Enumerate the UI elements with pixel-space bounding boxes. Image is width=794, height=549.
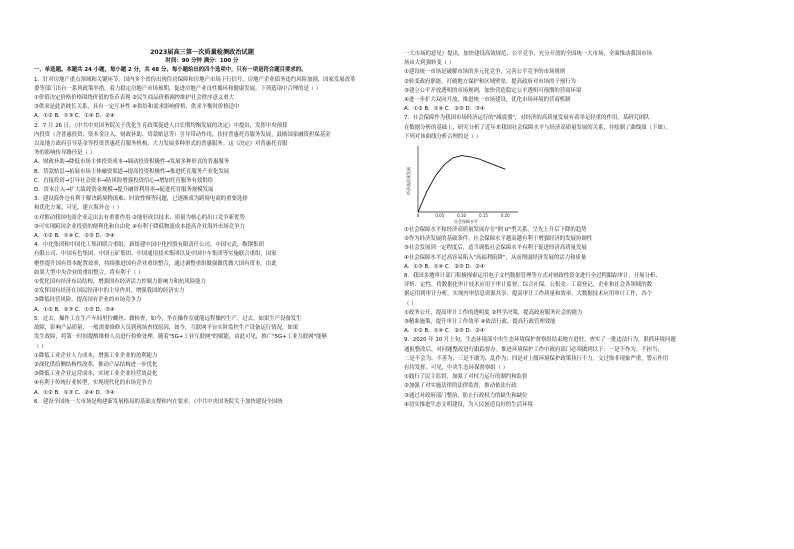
text-line: ④社会保障水平过高容易陷入"高福利陷阱"，从而削弱经济发展的活力和质量 [404, 254, 587, 261]
text-line: 通报整改后，对问题整改进行跟踪督办。推进环境保护工作中政府部门必须做到以下：一是不作为、不担当； [404, 346, 663, 353]
series-line [418, 156, 505, 212]
text-line: A．①② B．②③ C．①③ D．③④ [34, 306, 115, 313]
text-line: （ ） [34, 343, 47, 350]
x-tick-label: 0.05 [435, 213, 445, 219]
text-line: ②加强了对实施法律的法律监督，推动依法行政 [404, 383, 517, 390]
text-line: ②发挥国有经济在国民经济中的主导作用，增强我国的经济实力 [34, 288, 185, 295]
left-column [34, 48, 390, 407]
text-line: 3．建设海外仓有利于解决跨境物流难、时效性慢等问题，已逐渐成为跨境电商的重要选择 [34, 196, 248, 203]
chart-svg [404, 142, 524, 226]
text-line: A．①③ B．①④ C．②③ D．②④ [404, 263, 485, 270]
text-line: 一大市场的意见》提出，加快建设高效规范、公平竞争、充分开放的全国统一大市场，全面推动我国市场 [404, 51, 652, 57]
text-line: B．贷款贴息→拓展市场主体融资渠道→提高投资积极性→推进托育服务产业化发展 [34, 168, 230, 175]
text-line: 内投资（含普惠投资、资本金注入、财政补助、贷款贴息等）引导带动作用，扶持普惠托育服务发展，鼓励国家融资担保基金 [34, 131, 331, 138]
text-line: ③建立公平开放透明的市场规则，加快营造稳定公平透明可预期的营商环境 [404, 87, 582, 94]
text-line: 评析、定性，将数据化审计技术应用于审计监督，综合社保、公积金、工商登记、企业和社会各领域的数 [404, 282, 652, 289]
left-question-list [34, 76, 390, 407]
text-line: 务的影响传导路径是（ ） [34, 150, 96, 157]
text-line: 委等部门出台一系列政策举措，着力稳定房地产市场预期，促进房地产业良性循环和健康发展。下列选项中合理的是（ ） [34, 85, 322, 92]
text-line: A．①② B．①③ C．②④ D．③④ [34, 389, 115, 396]
x-axis-label: 社会保障水平 [454, 219, 478, 225]
text-line: 4．中化集团和中国化工集团联合重组，新组建中国中化控股有限责任公司，中国宝武、鞍钢集团 [34, 242, 264, 249]
text-line: 有待发挥。可见，中央生态环保督察组（ ） [404, 365, 509, 372]
text-line: ②深化供给侧结构性改革，推动产品结构进一步优化 [34, 361, 158, 368]
text-line: ③降低工业企业运营成本，实现工业企业经营效益化 [34, 371, 158, 378]
text-line: ①社会保障水平和经济高质量发展存在"倒 U"型关系，呈先上升后下降的趋势 [404, 227, 587, 234]
text-line: ①践行了民主监督，加强了对权力运行的制约和监督 [404, 374, 528, 381]
text-line: 二是不会为、不善为；三是不敢为、乱作为；四是对上级环境保护政策执行不力，文过饰非现象严重，警示作用 [404, 355, 669, 362]
text-line: 据运用到审计分析，实现内审信息资源共享、提高审计工作质量和效率。大数据技术应用审计工作，各个 [404, 291, 652, 298]
text-line: ④进一步扩大双向开放，推进统一市场建设，优化市场环境的营商机制 [404, 97, 571, 104]
text-line: 8．我国多地审计部门积极探索运用电子文档数据管理等方式对财政性资金进行全过程跟踪审计，开展分析、 [404, 273, 661, 280]
right-question-list-b [404, 226, 768, 410]
text-line: 聚焦提升国有资本配置效率，持续推进国有企业重组整合，通过调整重组做强做优做大国有资本。由此 [34, 260, 277, 267]
text-line: ③降低经营风险，提高国有企业的市场竞争力 [34, 297, 142, 304]
text-line: ①政务公开，提高审计工作的透明度 ②科学决策，提高政府服务社会的能力 [404, 309, 583, 316]
text-line: ④有利于传统行业转型，实现现代化的市场竞争力 [34, 380, 153, 387]
text-line: ④切实推进生态文明建设，为人民创造良好的生活环境 [404, 401, 533, 408]
text-line: 和优化方案。可见，建立海外仓（ ） [34, 205, 122, 212]
text-line: A．①② B．①④ C．②③ D．③④ [404, 106, 485, 113]
text-line: ①降低工业企业人力成本，增强工业企业的盈利能力 [34, 352, 158, 359]
x-tick-label: 0.15 [479, 213, 488, 219]
text-line: 有限公司、中国有色集团、中国五矿集团、中国通用技术集团以及中国中车集团等实施联合重组，国家 [34, 251, 277, 258]
x-tick-label: 0.10 [457, 213, 467, 219]
text-line: A．①② B．①③ C．①④ D．②④ [34, 113, 115, 120]
x-tick-label: 0 [416, 213, 420, 219]
text-line: 发生故障，将第一时间提醒维修人员进行检修处理。随着"5G+工业互联网"的赋能，由此可见，推广"5G+工业互联网"能够 [34, 334, 327, 341]
text-line: ③通过对政府部门整治，防止行政权力的缺失和缺位 [404, 392, 528, 399]
text-line: 7．社会保障作为我国市场经济运行的"减震器"，对经济的高质量发展有着举足轻重的作用。某研究团队 [404, 115, 650, 122]
text-line: A．①② B．①④ C．②③ D．③④ [34, 233, 115, 240]
text-line: 2．7 月 26 日，《中共中央国务院关于优化生育政策促进人口长期均衡发展的决定》中提出，发挥中央预算 [34, 122, 288, 129]
text-line: 1．针对房地产重点领域和关键环节，国内多个省份出现住房保障和房地产市场下行信号，房地产企业债务违约风险加剧，国家发展改革 [34, 76, 356, 83]
section-heading: 一、单选题。本题共 24 小题，每小题 2 分，共 48 分。每小题给出的四个选项中，只有一项是符合题目要求的。 [34, 67, 307, 74]
text-line: 如果大型中央企业的重组整合，将有利于（ ） [34, 269, 144, 276]
text-line: ②作为经济发展的基础条件，社会保障水平越高越有利于增强经济的发展协调性 [404, 236, 593, 243]
text-line: ③供求是此消彼长关系，具有一定互补性 ④供给和需求影响价格，供求平衡时价格适中 [34, 104, 240, 111]
text-line: 场由大到强转变（ ） [404, 60, 455, 67]
text-line: ①对推动我国电商企业走出去有重要作用 ②能形成以技术、质量为核心的出口竞争新优势 [34, 214, 245, 221]
exam-meta: 时间：90 分钟 满分：100 分 [165, 58, 239, 65]
text-line: 6．建设全国统一大市场是构建新发展格局的基础支撑和内在要求。《中共中央国务院关于加快建设全国统 [34, 398, 283, 405]
right-question-list-a [404, 50, 768, 142]
text-line: A．①② B．①④ C．②③ D．②④ [404, 328, 485, 335]
text-line: 以及地方政府引导基金等投资普惠托育服务机构，大力发展多种形式的普惠服务。这《决定》对普惠托育服 [34, 141, 288, 148]
exam-title: 2023届高三第一次质量检测政治试题 [150, 49, 254, 56]
text-line: ③精准施策，提升审计工作效率 ④依法行政，提高行政管理效能 [404, 319, 556, 326]
text-line: 下列对该曲线分析合理的是（ ） [404, 133, 482, 140]
text-line: ②转变政府职能，打破地方保护和区域壁垒，提高政府对市场的干预行为 [404, 78, 576, 85]
text-line: C．直接投资→引导社会资本→防风险增强投资信心→增加托育服务有效供给 [34, 177, 214, 184]
text-line: D．资本注入→扩大绩效资金规模→提升融资利用率→促进托育服务规模发展 [34, 187, 214, 194]
text-line: ③可实现跨国企业投资的便利化和自由化 ④有利于降低物流成本提高企业海外市场竞争力 [34, 223, 245, 230]
text-line: 故障，影响产品质量，一般需要维修人员到现场查找原因，如今，互联网平台实时监控生产设备运行情况，如果 [34, 325, 299, 332]
text-line: ①价值决定价格价格围绕价值的货币表现 ②民生商品价格调控维护社会秩序意义重大 [34, 95, 235, 102]
text-line: 9．2020 年 10 月上旬，生态环境部中央生态环境保护督察组结束地方进驻，查实了一批违法行为，狠抓环境问题 [404, 337, 676, 344]
right-column [404, 50, 768, 410]
text-line: ③社会发展到一定程度后，适当调低社会保障水平有利于促进经济高质量发展 [404, 245, 587, 252]
text-line: 在数据分析的基础上，研究分析了近年来我国社会保障水平与经济高质量发展的关系，并绘制了曲线图（下图）。 [404, 124, 671, 131]
text-line: ①建设统一市场是破解市场的多元化竞争，完善公平竞争的市场规则 [404, 69, 566, 76]
x-tick-label: 0.20 [500, 213, 510, 219]
text-line: A．财政补助→降低市场主体投资成本→调动投资积极性→发展多种形式的普惠服务 [34, 159, 230, 166]
text-line: （ ） [404, 300, 417, 307]
curve-chart [404, 142, 768, 226]
y-axis-label: 经济高质量发展 [406, 167, 411, 196]
text-line: 5．过去，操作工在生产车间里拧螺丝、做检查，如今，坐在操作室就能远程操控生产。过去，如果生产设备发生 [34, 315, 302, 322]
text-line: ①优化国有经济布局结构，增强国有经济活力控制力影响力和抗风险能力 [34, 279, 206, 286]
